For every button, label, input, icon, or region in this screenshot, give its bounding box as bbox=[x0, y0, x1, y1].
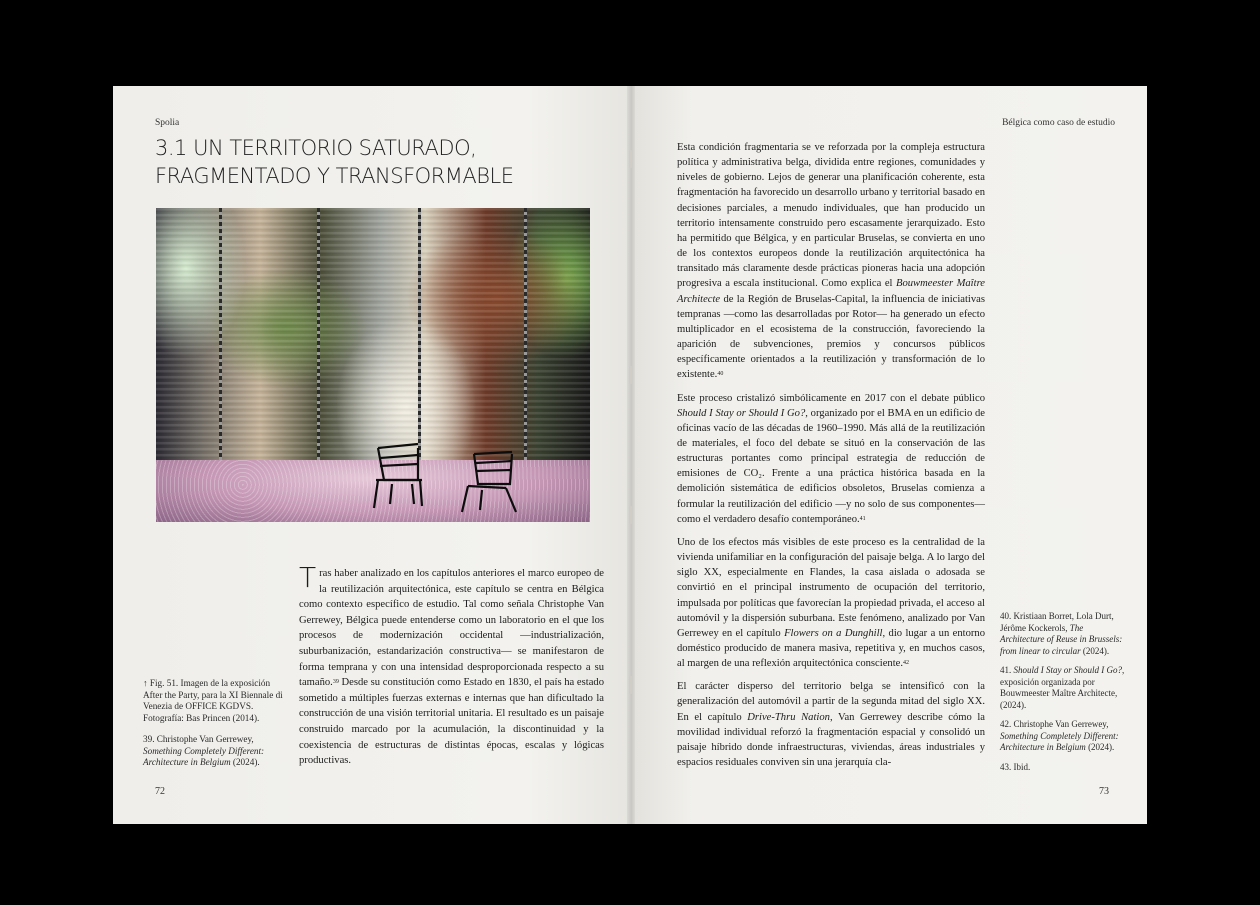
paragraph-2: Este proceso cristalizó simbólicamente en 2017 con el debate público Should I Stay or Should I Go?, organizado por el BMA en un edificio de oficinas vacío de las décadas de 1960–1990. Más allá de la reutilización de materiales, el foco del debate se situó en la conservación de las estructuras portantes como principal estrategia de reducción de emisiones de CO₂. Frente a una práctica histórica basada en la demolición sistemática de edificios obsoletos, Bruselas comienza a formular la reutilización del edificio —y no solo de sus componentes— como el verdadero desafío contemporáneo.$^{41}$ bbox=[677, 392, 985, 525]
binding-stitch bbox=[629, 366, 632, 384]
footnote-ref: 39 bbox=[332, 679, 339, 686]
paragraph-4: El carácter disperso del territorio belga se intensificó con la generalización del automóvil a partir de la segunda mitad del siglo XX. En el capítulo Drive-Thru Nation, Van Gerrewey describe cómo la movilidad individual reforzó la fragmentación espacial y consolidó un paisaje híbrido donde infraestructuras, viviendas, áreas industriales y espacios residuales conviven sin una jerarquía cla- bbox=[677, 681, 985, 769]
paragraph-3: Uno de los efectos más visibles de este proceso es la centralidad de la vivienda unifamiliar en la configuración del paisaje belga. A lo largo del siglo XX, especialmente en Flandes, la casa aislada o adosada se convirtió en el principal instrumento de ocupación del territorio, impulsada por políticas que favorecían la propiedad privada, el acceso al automóvil y la dispersión suburbana. Este fenómeno, analizado por Van Gerrewey en el capítulo Flowers on a Dunghill, dio lugar a un entorno doméstico producido de manera masiva, repetitiva y, en muchos casos, al margen de una reflexión arquitectónica consciente.$^{42}$ bbox=[677, 536, 986, 670]
binding-stitch bbox=[629, 676, 632, 694]
body-paragraph-cont: Desde su constitución como Estado en 1830, el país ha estado sometido a múltiples fuerzas externas e internas que han dificultado la construcción de una visión territorial unitaria. El resultado es un paisaje construido marcado por la acumulación, la discontinuidad y la coexistencia de estructuras de distintas épocas, escalas y lógicas productivas. bbox=[299, 677, 604, 767]
footnotes-right bbox=[1000, 611, 1126, 781]
footnote-tail: (2024). bbox=[230, 757, 260, 768]
chairs-illustration bbox=[156, 208, 590, 522]
left-page bbox=[113, 86, 631, 824]
book-gutter bbox=[627, 86, 635, 824]
chair-left-icon bbox=[374, 444, 422, 508]
footnote-ref: 42 bbox=[903, 660, 909, 667]
footnote-43: 43. Ibid. bbox=[1000, 761, 1031, 772]
running-head-left: Spolia bbox=[155, 118, 180, 128]
footnote-ref: 40 bbox=[717, 371, 724, 378]
page-number-left: 72 bbox=[155, 786, 165, 797]
book-spread bbox=[113, 86, 1147, 824]
footnote-ref: 41 bbox=[859, 515, 866, 522]
page-number-right: 73 bbox=[1099, 786, 1109, 797]
body-paragraph: ras haber analizado en los capítulos anteriores el marco europeo de la reutilización arquitectónica, este capítulo se centra en Bélgica como contexto específico de estudio. Tal como señala Christophe Van Gerrewey, Bélgica puede entenderse como un laboratorio en el que los procesos de modernización occidental —industrialización, suburbanización, estandarización constructiva— se manifestaron de forma temprana y con una intensidad desproporcionada respecto a su tamaño. bbox=[299, 568, 604, 689]
paragraph-1: Esta condición fragmentaria se ve reforzada por la compleja estructura política y administrativa belga, dividida entre regiones, comunidades y niveles de gobierno. Lejos de generar una planificación coherente, esta fragmentación ha favorecido un desarrollo urbano y territorial basado en decisiones parciales, a menudo individuales, que han producido un territorio intensamente construido pero escasamente jerarquizado. Esto ha permitido que Bélgica, y en particular Bruselas, se convierta en uno de los contextos europeos donde la reutilización arquitectónica ha transitado más claramente desde prácticas pioneras hacia una adopción progresiva a escala institucional. Como explica el Bouwmeester Maître Architecte de la Región de Bruselas-Capital, la influencia de iniciativas tempranas —como las desarrolladas por Rotor— ha generado un efecto multiplicador en el ecosistema de la construcción, favoreciendo la aparición de subvenciones, premios y concursos públicos específicamente orientados a la reutilización y transformación de lo existente.$^{40}$ bbox=[677, 142, 986, 381]
exhibition-photo bbox=[156, 208, 590, 522]
body-text-left bbox=[299, 561, 604, 769]
footnote-italic: Something Completely Different: Architecture in Belgium bbox=[143, 745, 265, 768]
right-page bbox=[631, 86, 1147, 824]
chapter-title: 3.1 UN TERRITORIO SATURADO, FRAGMENTADO Y TRANSFORMABLE bbox=[155, 136, 514, 188]
chair-right-icon bbox=[462, 452, 516, 512]
footnote-40: 40. Kristiaan Borret, Lola Durt, Jérôme Kockerols, The Architecture of Reuse in Brussels: from linear to circular (2024). bbox=[1000, 611, 1123, 656]
running-head-right: Bélgica como caso de estudio bbox=[1002, 118, 1115, 128]
footnote-42: 42. Christophe Van Gerrewey, Something Completely Different: Architecture in Belgium (2024). bbox=[1000, 719, 1119, 752]
body-text-right bbox=[677, 140, 985, 778]
footnote-text: 39. Christophe Van Gerrewey, bbox=[143, 734, 254, 744]
binding-stitch bbox=[629, 150, 632, 168]
binding-stitch bbox=[629, 506, 632, 524]
drop-cap: T bbox=[299, 561, 317, 594]
footnote-41: 41. Should I Stay or Should I Go?, exposición organizada por Bouwmeester Maître Architecte, (2024). bbox=[1000, 665, 1125, 710]
footnote-39 bbox=[143, 734, 283, 769]
figure-caption: ↑ Fig. 51. Imagen de la exposición After the Party, para la XI Biennale di Venezia de OFFICE KGDVS. Fotografía: Bas Princen (2014). bbox=[143, 678, 283, 723]
